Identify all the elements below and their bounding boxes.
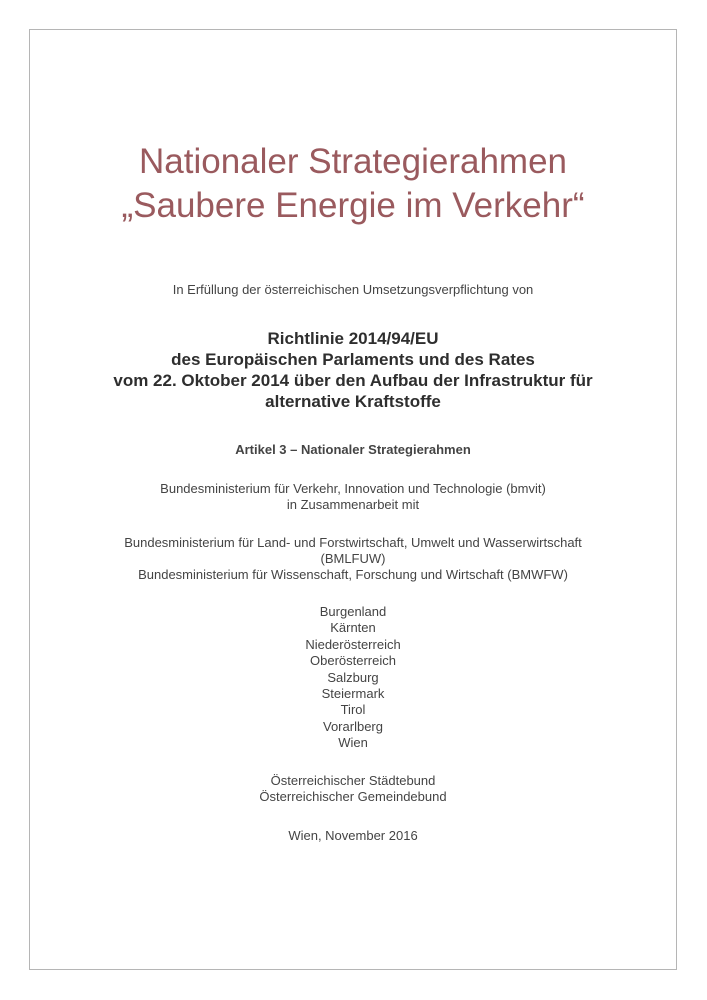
partner-ministry-line-1: Bundesministerium für Land- und Forstwirtschaft, Umwelt und Wasserwirtschaft <box>124 535 582 550</box>
lead-ministry-name: Bundesministerium für Verkehr, Innovation und Technologie (bmvit) <box>160 481 546 496</box>
directive-line-2: des Europäischen Parlaments und des Rates <box>171 350 535 369</box>
state-item: Wien <box>338 735 368 751</box>
association-line-2: Österreichischer Gemeindebund <box>259 789 447 804</box>
state-item: Burgenland <box>319 604 387 619</box>
title-line-1: Nationaler Strategierahmen <box>138 142 567 181</box>
intro-text: In Erfüllung der österreichischen Umsetzungsverpflichtung von <box>172 282 534 297</box>
directive-line-4: alternative Kraftstoffe <box>265 392 441 411</box>
directive-heading <box>29 328 677 412</box>
associations <box>29 773 677 805</box>
state-item: Salzburg <box>327 669 379 685</box>
cooperation-text: in Zusammenarbeit mit <box>286 497 420 512</box>
lead-ministry <box>29 481 677 513</box>
federal-states-list <box>29 604 677 752</box>
state-item: Tirol <box>340 702 366 718</box>
state-item: Oberösterreich <box>310 653 396 669</box>
association-line-1: Österreichischer Städtebund <box>270 773 436 788</box>
state-item: Vorarlberg <box>323 718 383 734</box>
article-heading: Artikel 3 – Nationaler Strategierahmen <box>235 442 471 457</box>
directive-line-1: Richtlinie 2014/94/EU <box>267 329 439 348</box>
document-title <box>29 140 677 228</box>
state-item: Niederösterreich <box>305 636 401 652</box>
partner-ministry-line-3: Bundesministerium für Wissenschaft, Forschung und Wirtschaft (BMWFW) <box>138 567 568 582</box>
partner-ministry-line-2: (BMLFUW) <box>320 551 386 566</box>
dateline: Wien, November 2016 <box>288 828 418 843</box>
state-item: Kärnten <box>330 620 376 636</box>
state-item: Steiermark <box>321 686 385 702</box>
title-line-2: „Saubere Energie im Verkehr“ <box>121 186 585 225</box>
partner-ministries <box>29 535 677 583</box>
directive-line-3: vom 22. Oktober 2014 über den Aufbau der Infrastruktur für <box>113 371 593 390</box>
